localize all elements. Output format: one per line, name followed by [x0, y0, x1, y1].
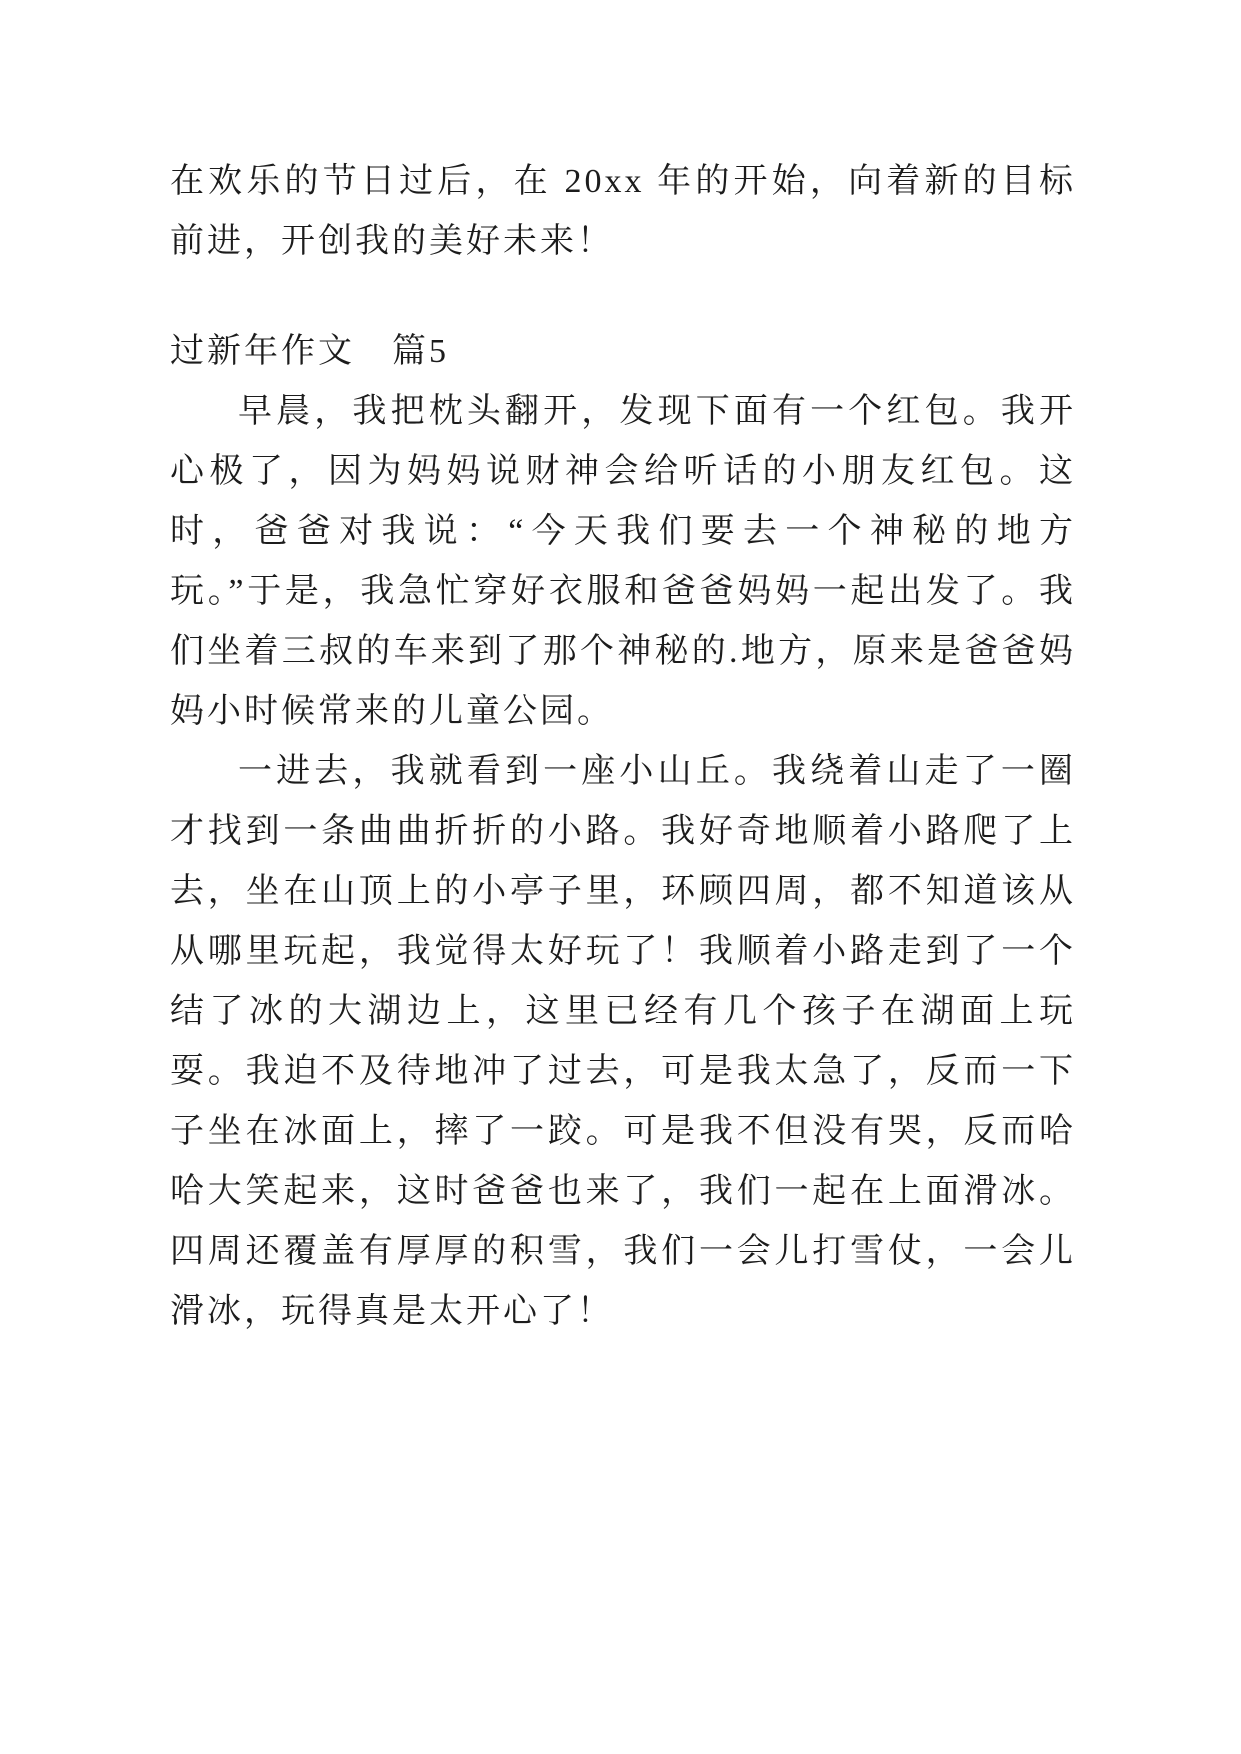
essay-paragraph-1: 早晨，我把枕头翻开，发现下面有一个红包。我开心极了，因为妈妈说财神会给听话的小朋友红包。这时，爸爸对我说：“今天我们要去一个神秘的地方玩。”于是，我急忙穿好衣服和爸爸妈妈一起出发了。我们坐着三叔的车来到了那个神秘的.地方，原来是爸爸妈妈小时候常来的儿童公园。 [170, 393, 1076, 730]
essay-paragraph-2: 一进去，我就看到一座小山丘。我绕着山走了一圈才找到一条曲曲折折的小路。我好奇地顺着小路爬了上去，坐在山顶上的小亭子里，环顾四周，都不知道该从从哪里玩起，我觉得太好玩了！我顺着小路走到了一个结了冰的大湖边上，这里已经有几个孩子在湖面上玩耍。我迫不及待地冲了过去，可是我太急了，反而一下子坐在冰面上，摔了一跤。可是我不但没有哭，反而哈哈大笑起来，这时爸爸也来了，我们一起在上面滑冰。四周还覆盖有厚厚的积雪，我们一会儿打雪仗，一会儿滑冰，玩得真是太开心了！ [170, 753, 1076, 1330]
section-title: 过新年作文 篇5 [170, 333, 449, 370]
intro-paragraph: 在欢乐的节日过后，在 20xx 年的开始，向着新的目标前进，开创我的美好未来！ [170, 163, 1076, 260]
